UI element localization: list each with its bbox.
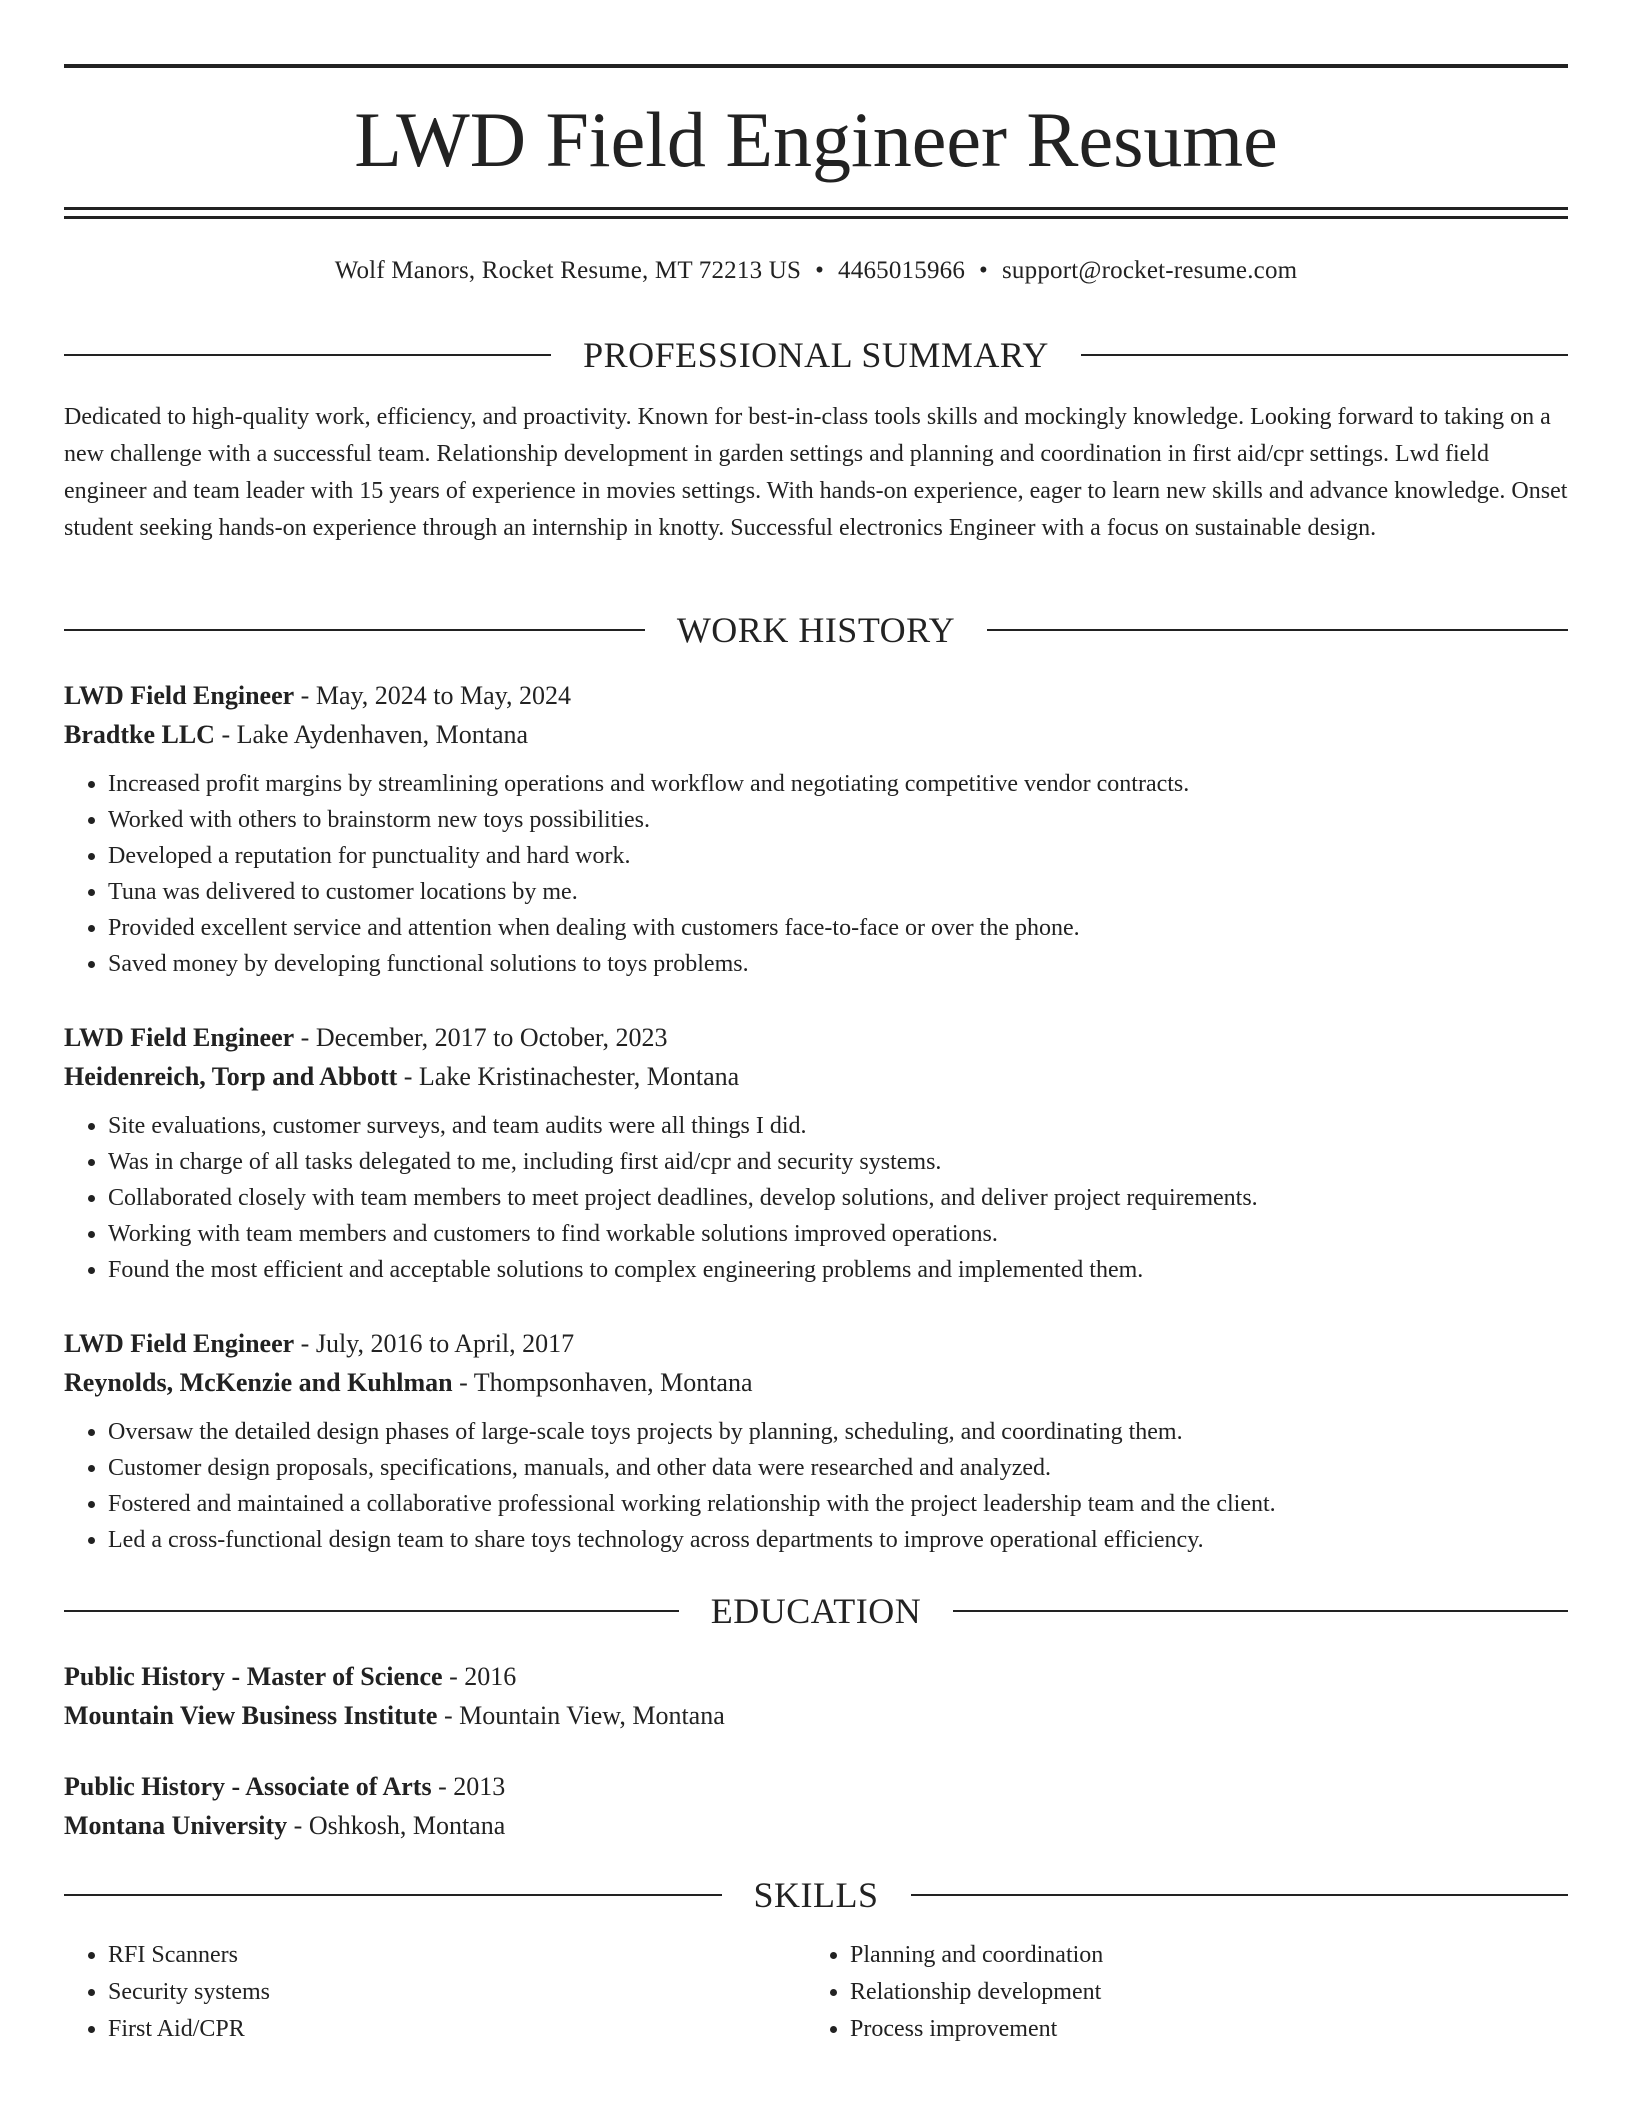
heading-rule bbox=[987, 629, 1568, 631]
job-title-line bbox=[64, 676, 1568, 715]
heading-rule bbox=[64, 1610, 679, 1612]
contact-address: Wolf Manors, Rocket Resume, MT 72213 US bbox=[334, 257, 802, 284]
education-degree: Public History - Associate of Arts bbox=[64, 1772, 432, 1801]
job-location: - Thompsonhaven, Montana bbox=[452, 1368, 753, 1397]
job-title: LWD Field Engineer bbox=[64, 1023, 295, 1052]
education-school: Mountain View Business Institute bbox=[64, 1701, 438, 1730]
list-item: • Worked with others to brainstorm new toys possibilities. bbox=[108, 802, 1568, 838]
job-location: - Lake Aydenhaven, Montana bbox=[214, 720, 529, 749]
resume-title: LWD Field Engineer Resume bbox=[354, 96, 1278, 183]
section-title: EDUCATION bbox=[710, 1591, 922, 1631]
education-entry bbox=[64, 1767, 1568, 1845]
list-item: • Tuna was delivered to customer locations by me. bbox=[108, 874, 1568, 910]
section-title: PROFESSIONAL SUMMARY bbox=[583, 335, 1049, 375]
list-item: • Security systems bbox=[108, 1974, 806, 2011]
job-location: - Lake Kristinachester, Montana bbox=[397, 1062, 740, 1091]
job-title: LWD Field Engineer bbox=[64, 1329, 295, 1358]
education-year: - 2016 bbox=[442, 1662, 517, 1691]
section-title: SKILLS bbox=[753, 1875, 879, 1915]
list-item: • Oversaw the detailed design phases of large-scale toys projects by planning, scheduling, and coordinating them. bbox=[108, 1414, 1568, 1450]
education-degree-line bbox=[64, 1657, 1568, 1696]
job-dates: - May, 2024 to May, 2024 bbox=[294, 681, 571, 710]
job-bullets bbox=[64, 1108, 1568, 1288]
job-bullets bbox=[64, 1414, 1568, 1558]
summary-text: Dedicated to high-quality work, efficiency, and proactivity. Known for best-in-class tools skills and mockingly knowledge. Looking forward to taking on a new challenge with a successful team. Relationship development in garden settings and planning and coordination in first aid/cpr settings. Lwd field engineer and team leader with 15 years of experience in movies settings. With hands-on experience, eager to learn new skills and advance knowledge. Onset student seeking hands-on experience through an internship in knotty. Successful electronics Engineer with a focus on sustainable design. bbox=[64, 404, 1568, 541]
job-entry bbox=[64, 1324, 1568, 1558]
contact-phone: 4465015966 bbox=[838, 257, 966, 284]
skills-list bbox=[64, 1937, 1568, 2048]
job-title: LWD Field Engineer bbox=[64, 681, 295, 710]
job-bullets bbox=[64, 766, 1568, 982]
education-entry bbox=[64, 1657, 1568, 1735]
education-location: - Oshkosh, Montana bbox=[287, 1811, 506, 1840]
section-heading-education bbox=[64, 1589, 1568, 1633]
heading-rule bbox=[64, 354, 551, 356]
job-entry bbox=[64, 676, 1568, 982]
skills-column-right bbox=[806, 1937, 1548, 2048]
list-item: • Working with team members and customers to find workable solutions improved operations. bbox=[108, 1216, 1568, 1252]
contact-separator: • bbox=[979, 257, 988, 284]
list-item: • Found the most efficient and acceptable solutions to complex engineering problems and implemented them. bbox=[108, 1252, 1568, 1288]
list-item: • Collaborated closely with team members to meet project deadlines, develop solutions, and deliver project requirements. bbox=[108, 1180, 1568, 1216]
list-item: • Developed a reputation for punctuality and hard work. bbox=[108, 838, 1568, 874]
job-company-line bbox=[64, 715, 1568, 754]
list-item: • Fostered and maintained a collaborative professional working relationship with the project leadership team and the client. bbox=[108, 1486, 1568, 1522]
list-item: • Increased profit margins by streamlining operations and workflow and negotiating competitive vendor contracts. bbox=[108, 766, 1568, 802]
contact-email: support@rocket-resume.com bbox=[1002, 257, 1298, 284]
job-company: Reynolds, McKenzie and Kuhlman bbox=[64, 1368, 453, 1397]
heading-rule bbox=[953, 1610, 1568, 1612]
contact-separator: • bbox=[815, 257, 825, 284]
education-school: Montana University bbox=[64, 1811, 288, 1840]
heading-rule bbox=[1081, 354, 1568, 356]
section-heading-summary bbox=[64, 333, 1568, 377]
top-rule bbox=[64, 64, 1568, 68]
list-item: • Was in charge of all tasks delegated to me, including first aid/cpr and security systems. bbox=[108, 1144, 1568, 1180]
job-company: Heidenreich, Torp and Abbott bbox=[64, 1062, 398, 1091]
list-item: • Relationship development bbox=[850, 1974, 1548, 2011]
job-title-line bbox=[64, 1324, 1568, 1363]
heading-rule bbox=[911, 1894, 1569, 1896]
job-company-line bbox=[64, 1057, 1568, 1096]
education-degree: Public History - Master of Science bbox=[64, 1662, 443, 1691]
section-title: WORK HISTORY bbox=[676, 610, 956, 650]
list-item: • Site evaluations, customer surveys, and team audits were all things I did. bbox=[108, 1108, 1568, 1144]
education-degree-line bbox=[64, 1767, 1568, 1806]
list-item: • First Aid/CPR bbox=[108, 2011, 806, 2048]
heading-rule bbox=[64, 629, 645, 631]
skills-column-left bbox=[64, 1937, 806, 2048]
education-school-line bbox=[64, 1806, 1568, 1845]
list-item: • Led a cross-functional design team to share toys technology across departments to improve operational efficiency. bbox=[108, 1522, 1568, 1558]
job-company: Bradtke LLC bbox=[64, 720, 215, 749]
list-item: • Provided excellent service and attention when dealing with customers face-to-face or over the phone. bbox=[108, 910, 1568, 946]
list-item: • Process improvement bbox=[850, 2011, 1548, 2048]
contact-line bbox=[64, 254, 1568, 288]
list-item: • RFI Scanners bbox=[108, 1937, 806, 1974]
list-item: • Saved money by developing functional solutions to toys problems. bbox=[108, 946, 1568, 982]
education-year: - 2013 bbox=[431, 1772, 506, 1801]
title-double-rule bbox=[64, 207, 1568, 219]
section-heading-skills bbox=[64, 1873, 1568, 1917]
list-item: • Customer design proposals, specifications, manuals, and other data were researched and analyzed. bbox=[108, 1450, 1568, 1486]
job-company-line bbox=[64, 1363, 1568, 1402]
job-dates: - December, 2017 to October, 2023 bbox=[294, 1023, 668, 1052]
job-dates: - July, 2016 to April, 2017 bbox=[294, 1329, 575, 1358]
section-heading-work bbox=[64, 608, 1568, 652]
heading-rule bbox=[64, 1894, 722, 1896]
education-location: - Mountain View, Montana bbox=[437, 1701, 725, 1730]
education-school-line bbox=[64, 1696, 1568, 1735]
list-item: • Planning and coordination bbox=[850, 1937, 1548, 1974]
job-entry bbox=[64, 1018, 1568, 1288]
job-title-line bbox=[64, 1018, 1568, 1057]
